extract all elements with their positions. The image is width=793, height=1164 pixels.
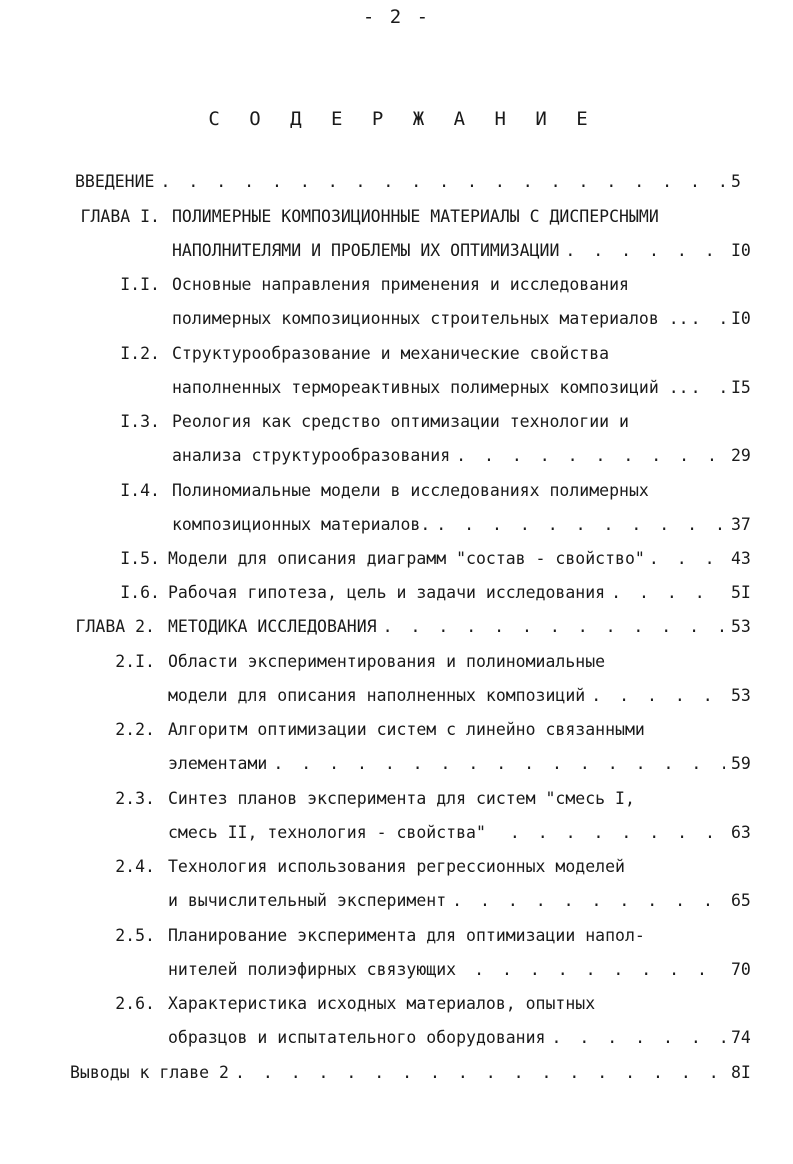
toc-entry-title: Рабочая гипотеза, цель и задачи исследования <box>168 583 606 602</box>
toc-entry-page: I0 <box>731 241 751 260</box>
toc-entry-page: 37 <box>731 515 751 534</box>
toc-entry-number: I.3. <box>120 412 160 431</box>
toc-entry-line <box>168 650 605 674</box>
toc-entry-page: 53 <box>731 617 751 636</box>
toc-leader-dots <box>474 958 725 982</box>
toc-entry-page: I0 <box>731 309 751 328</box>
toc-entry-title: Выводы к главе 2 <box>70 1063 229 1082</box>
toc-entry-title: Характеристика исходных материалов, опытных <box>168 994 596 1013</box>
toc-entry-page: 8I <box>731 1063 751 1082</box>
toc-entry-title: смесь II, технология - свойства" <box>168 823 486 842</box>
toc-entry-line <box>168 1026 755 1050</box>
toc-entry-title: Планирование эксперимента для оптимизации напол- <box>168 926 645 945</box>
toc-entry-number: 2.6. <box>115 994 155 1013</box>
toc-entry-page: 5I <box>731 583 751 602</box>
toc-leader-dots <box>452 889 725 913</box>
toc-leader-dots <box>235 1061 725 1085</box>
toc-entry-line <box>172 205 659 229</box>
toc-leader-dots <box>649 547 727 571</box>
toc-entry-page: 53 <box>731 686 751 705</box>
toc-entry-page: 74 <box>731 1028 751 1047</box>
toc-entry-title: Реология как средство оптимизации технологии и <box>172 412 629 431</box>
toc-entry-line <box>172 513 755 537</box>
toc-entry-title: образцов и испытательного оборудования <box>168 1028 546 1047</box>
toc-entry-title: Области экспериментирования и полиномиальные <box>168 652 606 671</box>
toc-entry-line <box>168 615 755 639</box>
toc-entry-line <box>168 718 645 742</box>
toc-leader-dots <box>611 581 725 605</box>
toc-entry-line <box>168 787 635 811</box>
toc-entry-introduction <box>75 170 755 194</box>
toc-leader-dots <box>691 307 729 331</box>
toc-entry-number: I.5. <box>120 549 160 568</box>
toc-entry-line <box>168 958 755 982</box>
toc-entry-page: 5 <box>731 172 741 191</box>
toc-entry-title: нителей полиэфирных связующих <box>168 960 457 979</box>
toc-entry-title: Технология использования регрессионных моделей <box>168 857 625 876</box>
toc-entry-number: 2.I. <box>115 652 155 671</box>
toc-leader-dots <box>510 821 725 845</box>
toc-entry-line <box>168 855 625 879</box>
toc-entry-number: I.4. <box>120 481 160 500</box>
toc-leader-dots <box>565 239 725 263</box>
toc-entry-line <box>172 273 629 297</box>
toc-entry-page: 29 <box>731 446 751 465</box>
toc-entry-line <box>168 924 645 948</box>
toc-entry-line <box>168 992 595 1016</box>
toc-entry-line <box>168 684 755 708</box>
toc-leader-dots <box>160 170 725 194</box>
toc-entry-title: ПОЛИМЕРНЫЕ КОМПОЗИЦИОННЫЕ МАТЕРИАЛЫ С ДИСПЕРСНЫМИ <box>172 207 659 226</box>
toc-entry-line <box>168 821 755 845</box>
toc-leader-dots <box>436 513 725 537</box>
toc-entry-line <box>168 752 755 776</box>
toc-entry-line <box>172 444 755 468</box>
toc-entry-number: I.6. <box>120 583 160 602</box>
toc-leader-dots <box>591 684 725 708</box>
toc-entry-line <box>172 307 755 331</box>
toc-entry-title: Синтез планов эксперимента для систем "смесь I, <box>168 789 635 808</box>
toc-entry-page: 70 <box>731 960 751 979</box>
toc-entry-line <box>168 547 755 571</box>
toc-entry-line <box>168 889 755 913</box>
toc-entry-title: Алгоритм оптимизации систем с линейно связанными <box>168 720 645 739</box>
toc-entry-title: Модели для описания диаграмм "состав - свойство" <box>168 549 645 568</box>
toc-entry-number: 2.4. <box>115 857 155 876</box>
toc-entry-title: МЕТОДИКА ИССЛЕДОВАНИЯ <box>168 617 377 636</box>
toc-entry-title: Полиномиальные модели в исследованиях полимерных <box>172 481 649 500</box>
toc-entry-line <box>168 581 755 605</box>
toc-entry-title: и вычислительный эксперимент <box>168 891 447 910</box>
page-number: - 2 - <box>362 6 431 28</box>
toc-entry-page: 59 <box>731 754 751 773</box>
toc-entry-line <box>172 239 755 263</box>
toc-entry-number: 2.2. <box>115 720 155 739</box>
toc-entry-page: 43 <box>731 549 751 568</box>
toc-entry-page: 63 <box>731 823 751 842</box>
toc-entry-title: Структурообразование и механические свойства <box>172 344 610 363</box>
toc-entry-title: НАПОЛНИТЕЛЯМИ И ПРОБЛЕМЫ ИХ ОПТИМИЗАЦИИ <box>172 241 560 260</box>
toc-entry-number: I.2. <box>120 344 160 363</box>
toc-entry-title: композиционных материалов. <box>172 515 431 534</box>
toc-entry-title: наполненных термореактивных полимерных композиций .. <box>172 378 689 397</box>
toc-entry-line <box>172 410 629 434</box>
toc-entry-number: ГЛАВА I. <box>80 207 160 226</box>
toc-entry-title: Основные направления применения и исследования <box>172 275 629 294</box>
contents-title: С О Д Е Р Ж А Н И Е <box>208 108 597 130</box>
toc-entry-line <box>172 479 649 503</box>
toc-entry-title: полимерных композиционных строительных материалов .. <box>172 309 689 328</box>
toc-entry-number: 2.3. <box>115 789 155 808</box>
toc-entry-page: I5 <box>731 378 751 397</box>
toc-entry-line <box>172 376 755 400</box>
toc-entry-line <box>172 342 609 366</box>
toc-entry-conclusions <box>70 1061 755 1085</box>
toc-leader-dots <box>456 444 725 468</box>
toc-leader-dots <box>691 376 729 400</box>
toc-leader-dots <box>383 615 725 639</box>
toc-entry-title: ВВЕДЕНИЕ <box>75 172 155 191</box>
toc-entry-number: ГЛАВА 2. <box>75 617 155 636</box>
toc-entry-title: элементами <box>168 754 268 773</box>
toc-entry-number: I.I. <box>120 275 160 294</box>
toc-entry-title: анализа структурообразования <box>172 446 451 465</box>
toc-entry-number: 2.5. <box>115 926 155 945</box>
toc-leader-dots <box>552 1026 726 1050</box>
toc-entry-page: 65 <box>731 891 751 910</box>
toc-leader-dots <box>273 752 725 776</box>
toc-entry-title: модели для описания наполненных композиций <box>168 686 586 705</box>
